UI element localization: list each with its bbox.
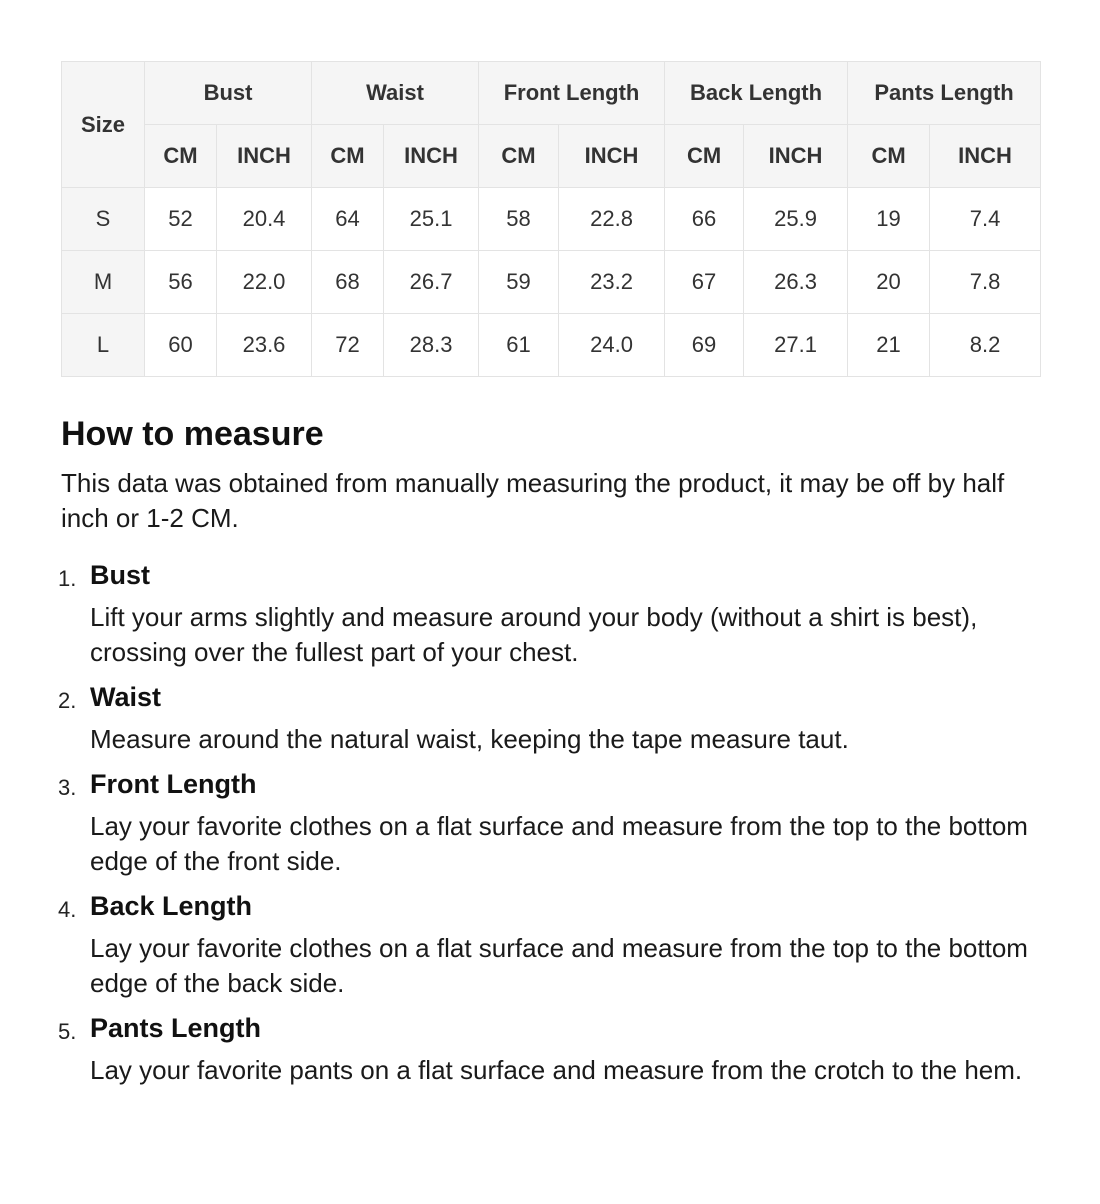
- table-row: [62, 251, 1041, 314]
- size-table: [61, 61, 1041, 377]
- unit-header-cm: CM: [145, 125, 217, 188]
- table-cell: 22.8: [559, 188, 665, 251]
- steps-list: [58, 558, 1041, 1088]
- size-cell: M: [62, 251, 145, 314]
- table-cell: 28.3: [384, 314, 479, 377]
- unit-header-row: [62, 125, 1041, 188]
- table-cell: 22.0: [217, 251, 312, 314]
- table-cell: 56: [145, 251, 217, 314]
- group-header-front-length: Front Length: [479, 62, 665, 125]
- table-cell: 23.6: [217, 314, 312, 377]
- unit-header-cm: CM: [848, 125, 930, 188]
- table-cell: 8.2: [930, 314, 1041, 377]
- unit-header-cm: CM: [312, 125, 384, 188]
- step-number: 3.: [58, 775, 77, 800]
- unit-header-cm: CM: [665, 125, 744, 188]
- table-cell: 7.8: [930, 251, 1041, 314]
- step-description: Lay your favorite pants on a flat surface and measure from the crotch to the hem.: [90, 1055, 1023, 1085]
- table-cell: 26.7: [384, 251, 479, 314]
- size-cell: S: [62, 188, 145, 251]
- table-cell: 67: [665, 251, 744, 314]
- group-header-row: [62, 62, 1041, 125]
- table-cell: 59: [479, 251, 559, 314]
- step-number: 1.: [58, 566, 77, 591]
- size-header: Size: [62, 62, 145, 188]
- step-title: Waist: [90, 682, 162, 712]
- group-header-bust: Bust: [145, 62, 312, 125]
- table-cell: 69: [665, 314, 744, 377]
- table-row: [62, 314, 1041, 377]
- table-cell: 60: [145, 314, 217, 377]
- step-title: Back Length: [90, 891, 253, 921]
- table-cell: 61: [479, 314, 559, 377]
- table-cell: 58: [479, 188, 559, 251]
- table-cell: 26.3: [744, 251, 848, 314]
- unit-header-inch: INCH: [559, 125, 665, 188]
- step-number: 5.: [58, 1019, 77, 1044]
- size-cell: L: [62, 314, 145, 377]
- guide-intro: This data was obtained from manually measuring the product, it may be off by half inch or 1-2 CM.: [61, 468, 1005, 533]
- table-cell: 21: [848, 314, 930, 377]
- list-item: [58, 889, 1041, 1001]
- list-item: [58, 767, 1041, 879]
- table-cell: 68: [312, 251, 384, 314]
- group-header-pants-length: Pants Length: [848, 62, 1041, 125]
- list-item: [58, 558, 1041, 670]
- step-number: 2.: [58, 688, 77, 713]
- step-description: Measure around the natural waist, keeping the tape measure taut.: [90, 724, 849, 754]
- table-cell: 27.1: [744, 314, 848, 377]
- step-title: Front Length: [90, 769, 257, 799]
- unit-header-inch: INCH: [384, 125, 479, 188]
- table-cell: 52: [145, 188, 217, 251]
- unit-header-inch: INCH: [217, 125, 312, 188]
- table-cell: 20: [848, 251, 930, 314]
- table-cell: 72: [312, 314, 384, 377]
- size-chart: [61, 61, 1040, 377]
- unit-header-inch: INCH: [744, 125, 848, 188]
- group-header-waist: Waist: [312, 62, 479, 125]
- table-cell: 25.1: [384, 188, 479, 251]
- step-title: Bust: [90, 560, 150, 590]
- table-cell: 66: [665, 188, 744, 251]
- group-header-back-length: Back Length: [665, 62, 848, 125]
- step-number: 4.: [58, 897, 77, 922]
- table-cell: 25.9: [744, 188, 848, 251]
- table-cell: 7.4: [930, 188, 1041, 251]
- table-cell: 19: [848, 188, 930, 251]
- step-description: Lay your favorite clothes on a flat surface and measure from the top to the bottom edge of the front side.: [90, 811, 1028, 876]
- guide-heading: How to measure: [61, 415, 324, 453]
- table-cell: 24.0: [559, 314, 665, 377]
- table-row: [62, 188, 1041, 251]
- unit-header-cm: CM: [479, 125, 559, 188]
- list-item: [58, 1011, 1041, 1088]
- list-item: [58, 680, 1041, 757]
- measure-guide: [58, 412, 1041, 1098]
- table-cell: 64: [312, 188, 384, 251]
- table-cell: 20.4: [217, 188, 312, 251]
- table-cell: 23.2: [559, 251, 665, 314]
- step-description: Lift your arms slightly and measure around your body (without a shirt is best), crossing over the fullest part of your chest.: [90, 602, 978, 667]
- step-description: Lay your favorite clothes on a flat surface and measure from the top to the bottom edge of the back side.: [90, 933, 1028, 998]
- unit-header-inch: INCH: [930, 125, 1041, 188]
- step-title: Pants Length: [90, 1013, 262, 1043]
